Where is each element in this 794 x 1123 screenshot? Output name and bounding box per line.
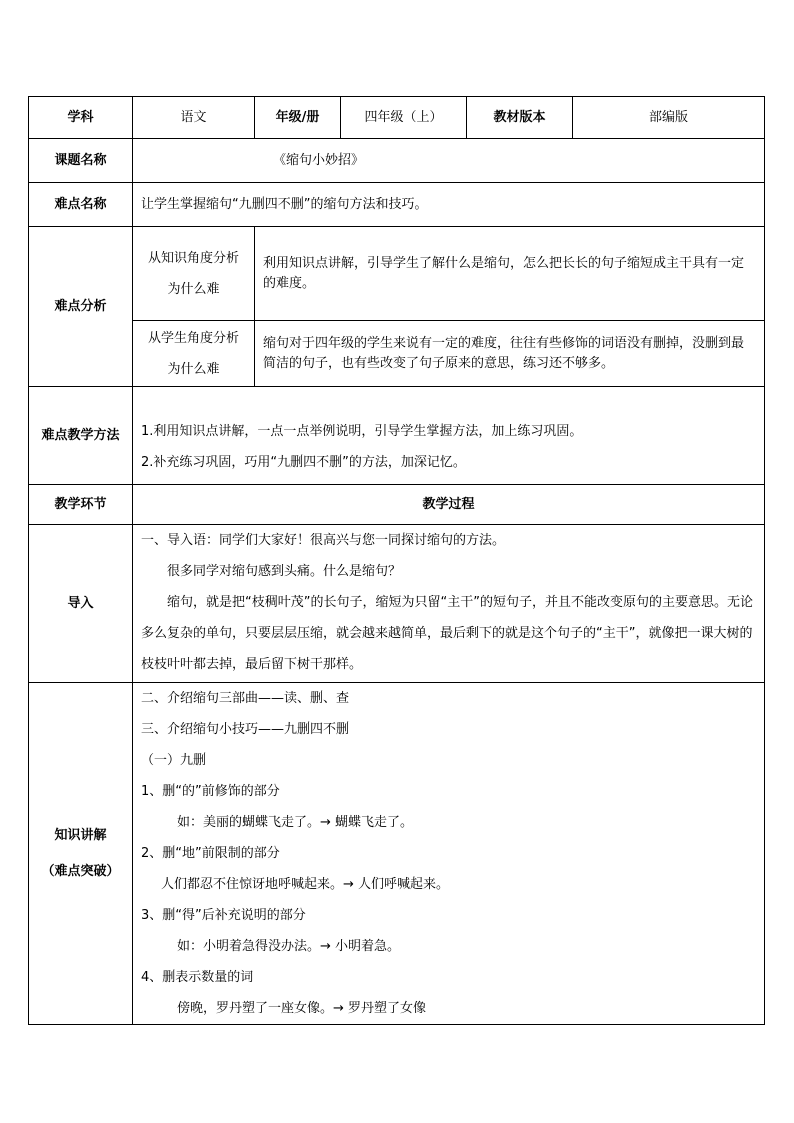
knowledge-line-1: 二、介绍缩句三部曲——读、删、查 (141, 691, 350, 706)
intro-paragraph-3: 缩句，就是把“枝稠叶茂”的长句子，缩短为只留“主干”的短句子，并且不能改变原句的主要意思。无论多么复杂的单句，只要层层压缩，就会越来越简单，最后剩下的就是这个句子的“主干”，就像把一课大树的枝枝叶叶都去掉，最后留下树干那样。 (141, 595, 753, 672)
student-angle-label (133, 321, 255, 387)
student-angle-label-line1: 从学生角度分析 (147, 330, 239, 346)
edition-value: 部编版 (573, 97, 765, 139)
knowledge-row (29, 683, 765, 1025)
subject-label: 学科 (29, 97, 133, 139)
knowledge-line-9: 如：小明着急得没办法。→ 小明着急。 (177, 939, 401, 954)
intro-label: 导入 (29, 525, 133, 683)
knowledge-angle-label (133, 227, 255, 321)
method-row (29, 387, 765, 485)
method-label: 难点教学方法 (29, 387, 133, 485)
knowledge-line-5: 如：美丽的蝴蝶飞走了。→ 蝴蝶飞走了。 (177, 815, 414, 830)
difficulty-value: 让学生掌握缩句“九删四不删”的缩句方法和技巧。 (133, 183, 765, 227)
intro-line-2: 很多同学对缩句感到头痛。什么是缩句？ (167, 564, 402, 579)
grade-value: 四年级（上） (341, 97, 467, 139)
topic-value: 《缩句小妙招》 (133, 139, 765, 183)
knowledge-line-8: 3、删“得”后补充说明的部分 (141, 908, 306, 923)
knowledge-line-7: 人们都忍不住惊讶地呼喊起来。→ 人们呼喊起来。 (161, 877, 450, 892)
knowledge-line-11: 傍晚，罗丹塑了一座女像。→ 罗丹塑了女像 (177, 1001, 427, 1016)
difficulty-row (29, 183, 765, 227)
knowledge-angle-label-line1: 从知识角度分析 (147, 250, 239, 266)
analysis-knowledge-row (29, 227, 765, 321)
topic-row (29, 139, 765, 183)
edition-label: 教材版本 (467, 97, 573, 139)
knowledge-line-4: 1、删“的”前修饰的部分 (141, 784, 280, 799)
analysis-label: 难点分析 (29, 227, 133, 387)
knowledge-label (29, 683, 133, 1025)
lesson-plan-table (28, 96, 765, 1025)
process-header: 教学过程 (133, 485, 765, 525)
knowledge-label-line2: （难点突破） (41, 863, 120, 879)
subject-row (29, 97, 765, 139)
analysis-student-row (29, 321, 765, 387)
intro-content (133, 525, 765, 683)
knowledge-angle-text: 利用知识点讲解，引导学生了解什么是缩句，怎么把长长的句子缩短成主干具有一定的难度。 (255, 227, 765, 321)
knowledge-content (133, 683, 765, 1025)
method-item-1: 1.利用知识点讲解，一点一点举例说明，引导学生掌握方法，加上练习巩固。 (141, 423, 583, 439)
knowledge-line-6: 2、删“地”前限制的部分 (141, 846, 280, 861)
difficulty-label: 难点名称 (29, 183, 133, 227)
knowledge-angle-label-line2: 为什么难 (167, 281, 220, 297)
intro-row (29, 525, 765, 683)
knowledge-label-line1: 知识讲解 (54, 827, 107, 843)
knowledge-line-3: （一）九删 (141, 753, 207, 768)
grade-label: 年级/册 (255, 97, 341, 139)
intro-line-1: 一、导入语：同学们大家好！很高兴与您一同探讨缩句的方法。 (141, 533, 506, 548)
topic-label: 课题名称 (29, 139, 133, 183)
method-item-2: 2.补充练习巩固，巧用“九删四不删”的方法，加深记忆。 (141, 454, 466, 470)
method-content (133, 387, 765, 485)
stage-header: 教学环节 (29, 485, 133, 525)
knowledge-line-10: 4、删表示数量的词 (141, 970, 254, 985)
knowledge-line-2: 三、介绍缩句小技巧——九删四不删 (141, 722, 350, 737)
process-header-row (29, 485, 765, 525)
student-angle-text: 缩句对于四年级的学生来说有一定的难度，往往有些修饰的词语没有删掉，没删到最简洁的句子，也有些改变了句子原来的意思，练习还不够多。 (255, 321, 765, 387)
subject-value: 语文 (133, 97, 255, 139)
student-angle-label-line2: 为什么难 (167, 361, 220, 377)
